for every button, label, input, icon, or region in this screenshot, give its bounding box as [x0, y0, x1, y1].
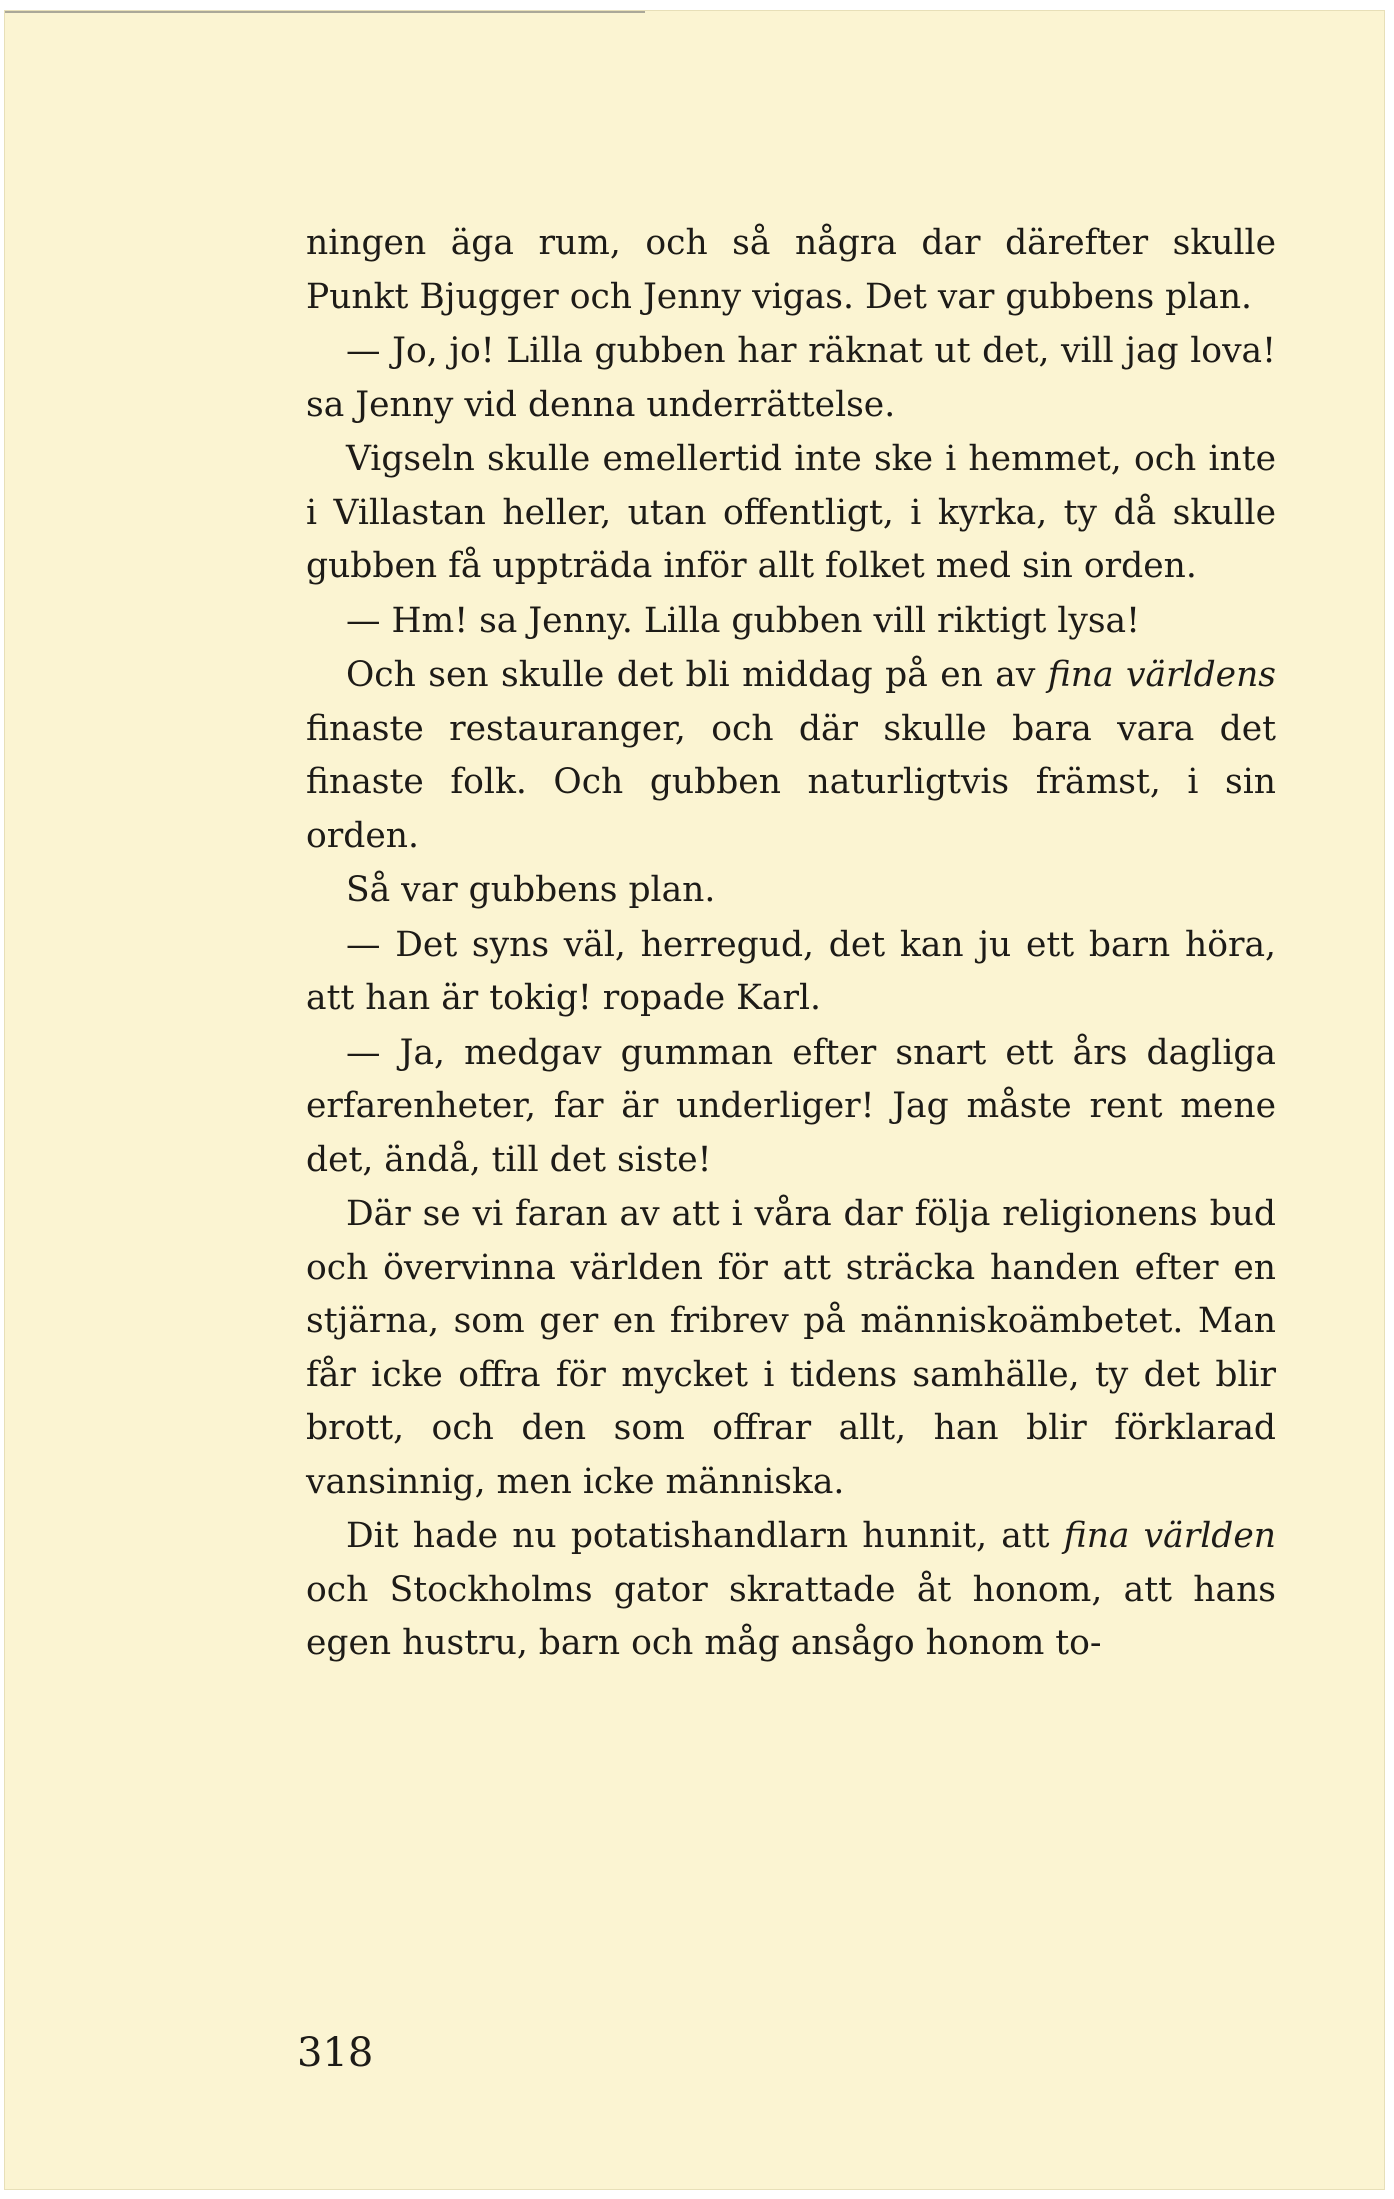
paragraph: — Hm! sa Jenny. Lilla gubben vill riktigt lysa!: [346, 600, 1140, 641]
italic-phrase: fina världens: [1047, 655, 1277, 695]
paragraph: ningen äga rum, och så några dar därefter skulle Punkt Bjugger och Jenny vigas. Det var gubbens plan.: [306, 223, 1276, 317]
italic-phrase: fina världen: [1063, 1516, 1276, 1556]
book-page: [4, 10, 1385, 2190]
body-text: [306, 217, 1276, 1671]
paragraph: Så var gubbens plan.: [346, 870, 716, 910]
paragraph: — Ja, medgav gumman efter snart ett års dagliga erfarenheter, far är underliger! Jag måste rent mene det, ändå, till det siste!: [306, 1032, 1276, 1180]
page-number: 318: [297, 2030, 374, 2076]
paragraph: Och sen skulle det bli middag på en av fina världens finaste restauranger, och där skulle bara vara det finaste folk. Och gubben naturligtvis främst, i sin orden.: [306, 655, 1277, 856]
scan-edge-mark: [5, 11, 645, 13]
paragraph: Där se vi faran av att i våra dar följa religionens bud och övervinna världen för att sträcka handen efter en stjärna, som ger en fribrev på människoämbetet. Man får icke offra för mycket i tidens samhälle, ty det blir brott, och den som offrar allt, han blir förklarad vansinnig, men icke människa.: [306, 1194, 1276, 1502]
paragraph: Dit hade nu potatishandlarn hunnit, att fina världen och Stockholms gator skrattade åt honom, att hans egen hustru, barn och måg ansågo honom to-: [306, 1516, 1276, 1663]
paragraph: — Det syns väl, herregud, det kan ju ett barn höra, att han är tokig! ropade Karl.: [306, 924, 1276, 1018]
paragraph: Vigseln skulle emellertid inte ske i hemmet, och inte i Villastan heller, utan offentligt, i kyrka, ty då skulle gubben få uppträda inför allt folket med sin orden.: [306, 439, 1276, 586]
paragraph: — Jo, jo! Lilla gubben har räknat ut det, vill jag lova! sa Jenny vid denna underrättelse.: [306, 331, 1276, 425]
